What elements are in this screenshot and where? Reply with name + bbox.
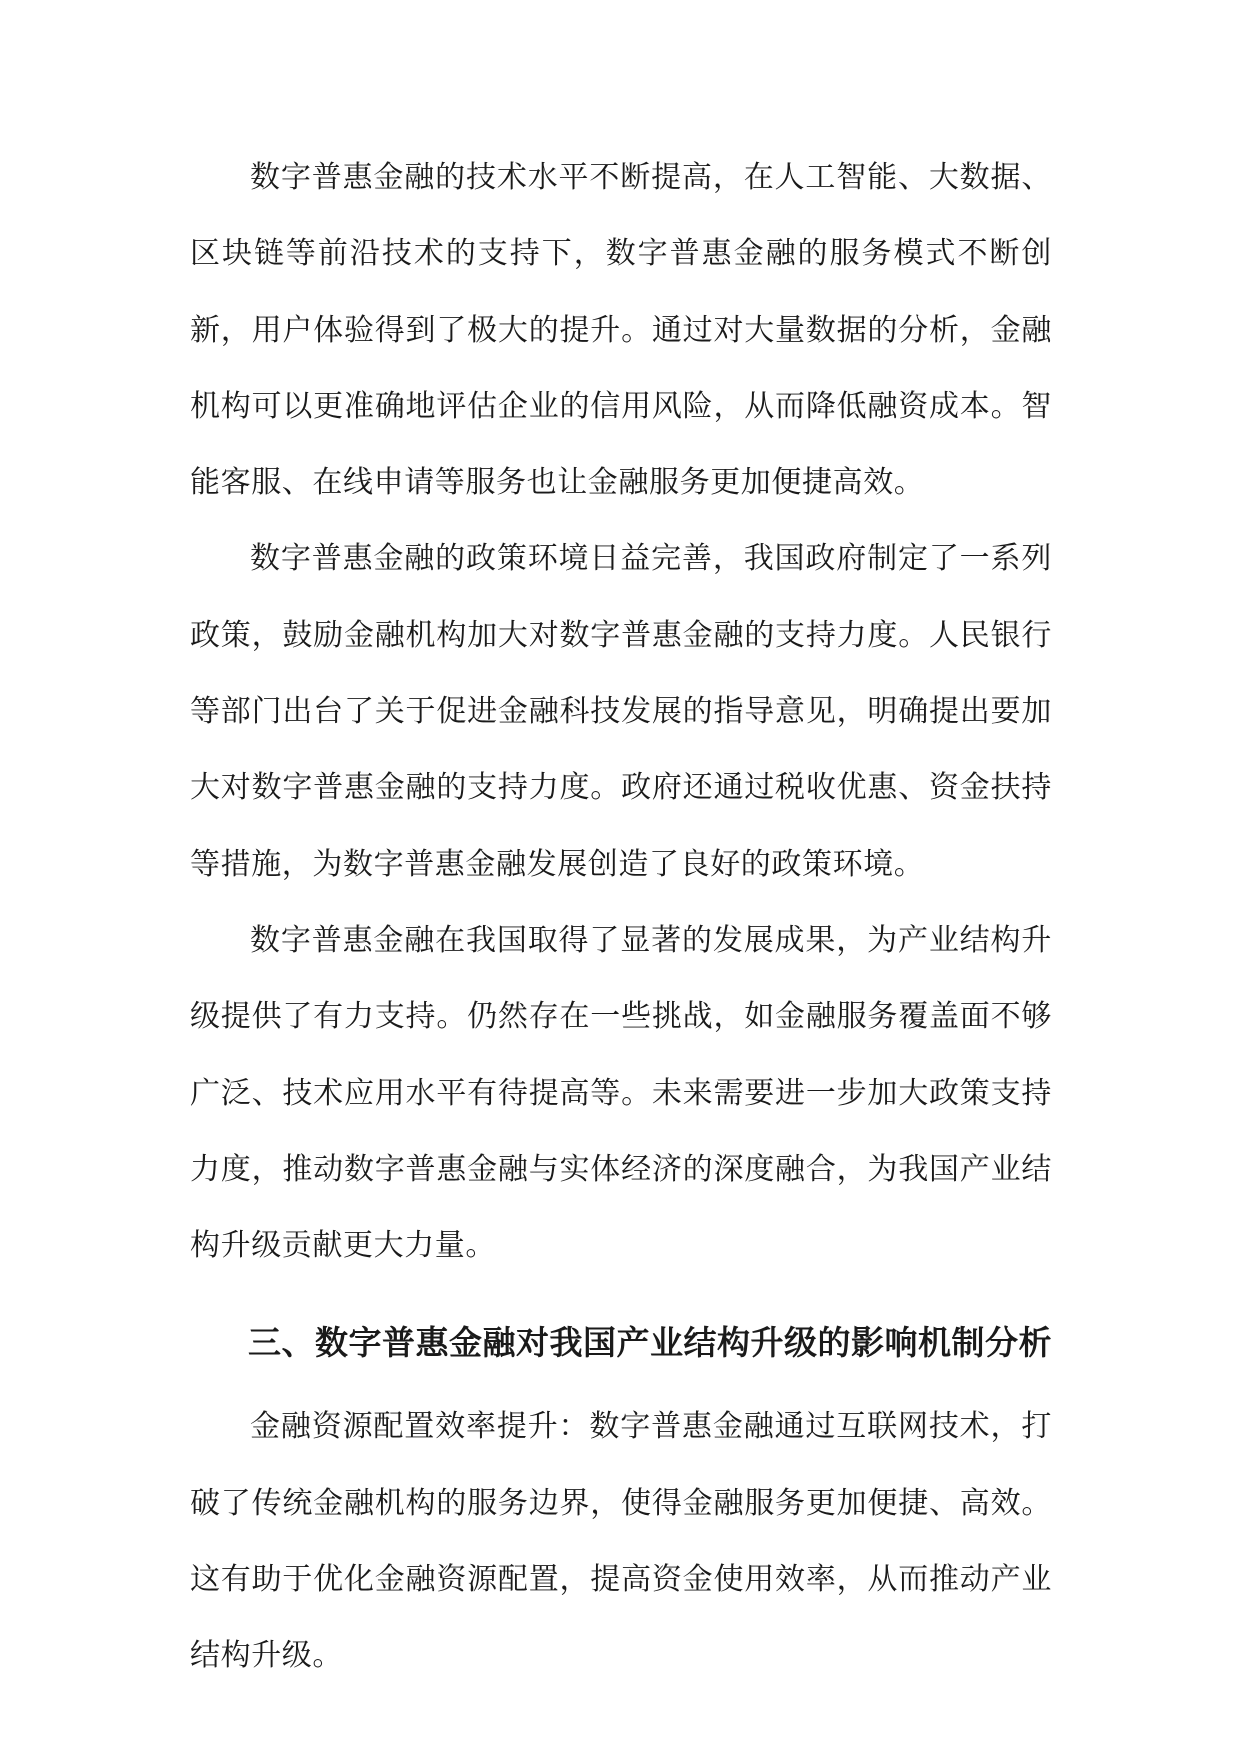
paragraph-resource-allocation: 金融资源配置效率提升：数字普惠金融通过互联网技术，打破了传统金融机构的服务边界，使得金融服务更加便捷、高效。这有助于优化金融资源配置，提高资金使用效率，从而推动产业结构升级。 bbox=[190, 1409, 1052, 1674]
section-heading: 三、数字普惠金融对我国产业结构升级的影响机制分析 bbox=[248, 1323, 1052, 1363]
document-page bbox=[190, 140, 1052, 1695]
paragraph-achievements: 数字普惠金融在我国取得了显著的发展成果，为产业结构升级提供了有力支持。仍然存在一些挑战，如金融服务覆盖面不够广泛、技术应用水平有待提高等。未来需要进一步加大政策支持力度，推动数字普惠金融与实体经济的深度融合，为我国产业结构升级贡献更大力量。 bbox=[190, 922, 1052, 1264]
paragraph-technology: 数字普惠金融的技术水平不断提高，在人工智能、大数据、区块链等前沿技术的支持下，数字普惠金融的服务模式不断创新，用户体验得到了极大的提升。通过对大量数据的分析，金融机构可以更准确地评估企业的信用风险，从而降低融资成本。智能客服、在线申请等服务也让金融服务更加便捷高效。 bbox=[190, 160, 1052, 501]
paragraph-policy: 数字普惠金融的政策环境日益完善，我国政府制定了一系列政策，鼓励金融机构加大对数字普惠金融的支持力度。人民银行等部门出台了关于促进金融科技发展的指导意见，明确提出要加大对数字普惠金融的支持力度。政府还通过税收优惠、资金扶持等措施，为数字普惠金融发展创造了良好的政策环境。 bbox=[190, 541, 1052, 882]
